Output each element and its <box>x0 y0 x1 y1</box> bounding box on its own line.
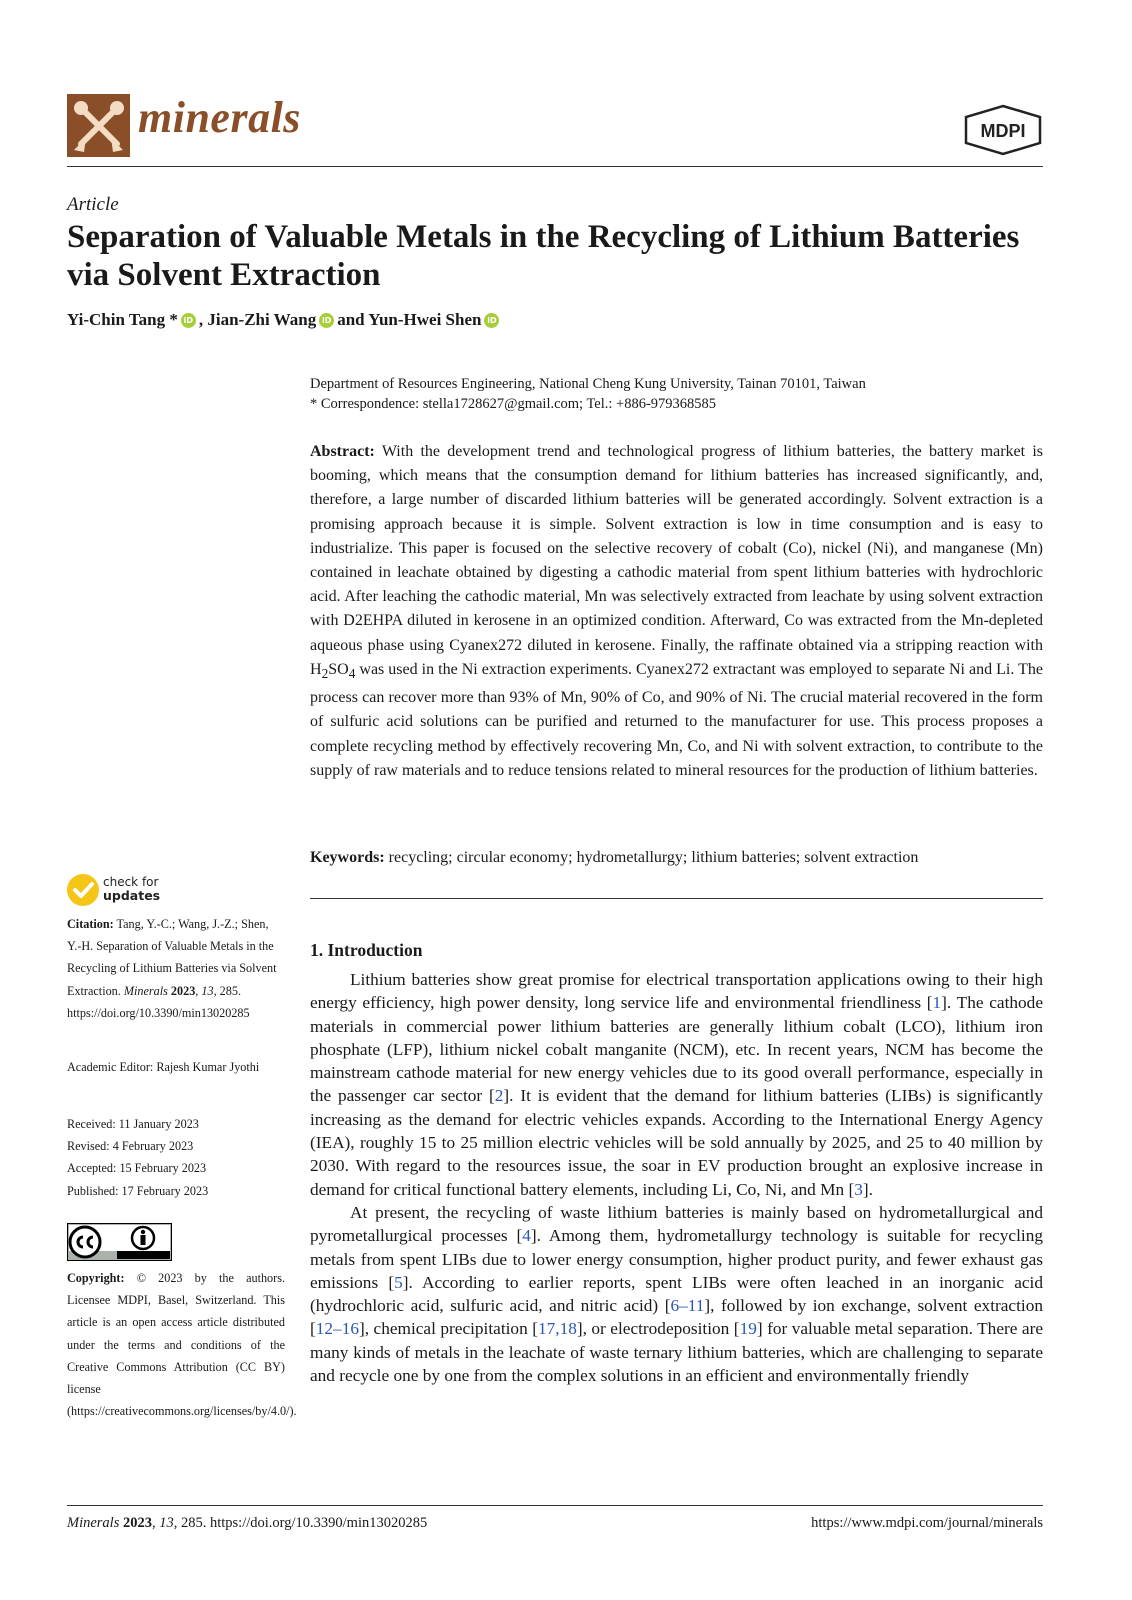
reference-link[interactable]: 17,18 <box>537 1319 577 1339</box>
orcid-icon[interactable]: iD <box>319 313 334 328</box>
author-3[interactable]: and Yun-Hwei Shen <box>337 310 482 329</box>
citation-block <box>67 913 285 1024</box>
check-icon <box>67 874 99 906</box>
journal-logo-icon <box>67 94 130 157</box>
reference-link[interactable]: 6–11 <box>670 1296 705 1316</box>
copyright-block <box>67 1267 297 1422</box>
footer-volume: 13 <box>159 1515 174 1531</box>
paragraph <box>310 968 1043 1201</box>
text: ], chemical precipitation [ <box>358 1319 538 1339</box>
citation-label: Citation: <box>67 917 114 931</box>
author-1[interactable]: Yi-Chin Tang * <box>67 310 178 329</box>
text: ]. The cathode materials in commercial power lithium batteries are generally lithium cobalt (LCO), lithium iron phosphate (LFP), lithium nickel cobalt manganite (NCM), etc. In recent years, NCM has become the mainstream cathode material for new energy vehicles due to its good overall performance, especially in the passenger car sector [ <box>310 993 1043 1106</box>
author-2[interactable]: , Jian-Zhi Wang <box>198 310 317 329</box>
abstract-subscript: 2 <box>321 666 329 682</box>
text: ]. It is evident that the demand for lithium batteries (LIBs) is significantly increasing as the demand for electric vehicles expands. According to the International Energy Agency (IEA), roughly 15 to 25 million electric vehicles will be sold annually by 2025, and 25 to 40 million by 2030. With regard to the resources issue, the soar in EV production brought an explosive increase in demand for critical functional battery elements, including Li, Co, Ni, and Mn [ <box>310 1086 1043 1199</box>
mdpi-logo-text: MDPI <box>980 121 1026 141</box>
check-for-updates-button[interactable] <box>67 872 257 908</box>
text: Lithium batteries show great promise for electrical transportation applications owing to their high energy efficiency, high power density, long service life and environmental friendliness [ <box>310 970 1043 1013</box>
reference-link[interactable]: 3 <box>854 1179 863 1199</box>
abstract-text: SO <box>328 660 349 678</box>
reference-link[interactable]: 19 <box>739 1319 757 1339</box>
text: ]. Among them, hydrometallurgy technology is suitable for recycling metals from spent LIBs due to lower energy consumption, higher product purity, and fewer exhaust gas emissions [ <box>310 1226 1043 1292</box>
citation-text: , <box>195 983 202 998</box>
reference-link[interactable]: 5 <box>394 1272 403 1292</box>
abstract-text: was used in the Ni extraction experiments. Cyanex272 extractant was employed to separate Ni and Li. The process can recover more than 93% of Mn, 90% of Co, and 90% of Ni. The crucial material recovered in the form of sulfuric acid solutions can be purified and returned to the manufacturer for use. This process proposes a complete recycling method by effectively recovering Mn, Co, and Ni with solvent extraction, to contribute to the supply of raw materials and to reduce tensions related to mineral resources for the production of lithium batteries. <box>310 660 1043 779</box>
copyright-label: Copyright: <box>67 1271 125 1285</box>
affiliation-department: Department of Resources Engineering, National Cheng Kung University, Tainan 70101, Taiwan <box>310 376 866 392</box>
cc-by-license-icon[interactable] <box>67 1223 172 1261</box>
abstract-text: With the development trend and technological progress of lithium batteries, the battery market is booming, which means that the consumption demand for lithium batteries has increased significantly, and, therefore, a large number of discarded lithium batteries will be generated accordingly. Solvent extraction is a promising approach because it is simple. Solvent extraction is low in time consumption and is easy to industrialize. This paper is focused on the selective recovery of cobalt (Co), nickel (Ni), and manganese (Mn) contained in leachate obtained by digesting a cathodic material from spent lithium batteries with hydrochloric acid. After leaching the cathodic material, Mn was selectively extracted from leachate by using solvent extraction with D2EHPA diluted in kerosene in an optimized condition. Afterward, Co was extracted from the Mn-depleted aqueous phase using Cyanex272 diluted in kerosene. Finally, the raffinate obtained via a stripping reaction with H <box>310 443 1043 678</box>
abstract-label: Abstract: <box>310 443 375 460</box>
citation-volume: 13 <box>201 983 214 998</box>
paragraph <box>310 1201 1043 1387</box>
dates-block <box>67 1113 285 1202</box>
date-accepted: Accepted: 15 February 2023 <box>67 1161 207 1176</box>
text: ]. <box>862 1179 873 1199</box>
check-line-2: updates <box>103 888 161 903</box>
header-divider <box>67 166 1043 167</box>
footer-divider <box>67 1505 1043 1506</box>
footer-doi[interactable]: , 285. https://doi.org/10.3390/min13020285 <box>173 1515 428 1531</box>
date-published: Published: 17 February 2023 <box>67 1183 209 1198</box>
footer-journal: Minerals <box>67 1515 120 1531</box>
article-title: Separation of Valuable Metals in the Recycling of Lithium Batteries via Solvent Extraction <box>67 219 1020 293</box>
reference-link[interactable]: 2 <box>494 1086 504 1106</box>
academic-editor: Academic Editor: Rajesh Kumar Jyothi <box>67 1060 260 1074</box>
citation-doi[interactable]: , 285. https://doi.org/10.3390/min13020285 <box>67 983 250 1020</box>
keywords-divider <box>310 898 1043 899</box>
footer-text: , <box>151 1515 160 1531</box>
text: ]. According to earlier reports, spent LIBs were often leached in an inorganic acid (hydrochloric acid, sulfuric acid, and nitric acid) [ <box>310 1272 1043 1316</box>
date-revised: Revised: 4 February 2023 <box>67 1139 194 1154</box>
mdpi-logo-icon[interactable] <box>962 104 1044 156</box>
abstract-subscript: 4 <box>348 666 356 682</box>
orcid-icon[interactable]: iD <box>181 313 196 328</box>
keywords <box>310 849 1043 867</box>
correspondence: * Correspondence: stella1728627@gmail.com; Tel.: +886-979368585 <box>310 396 717 412</box>
reference-link[interactable]: 1 <box>932 993 942 1013</box>
article-type: Article <box>67 194 119 215</box>
text: ], followed by ion exchange, solvent extraction [ <box>310 1296 1043 1339</box>
citation-text: Tang, Y.-C.; Wang, J.-Z.; Shen, Y.-H. Separation of Valuable Metals in the Recycling of Lithium Batteries via Solvent Extraction. <box>67 917 277 998</box>
introduction-body <box>310 968 1043 1387</box>
date-received: Received: 11 January 2023 <box>67 1117 199 1131</box>
author-list <box>67 310 502 330</box>
keywords-label: Keywords: <box>310 849 385 866</box>
footer-citation <box>67 1515 427 1532</box>
keywords-text: recycling; circular economy; hydrometallurgy; lithium batteries; solvent extraction <box>384 849 919 866</box>
footer-journal-url[interactable]: https://www.mdpi.com/journal/minerals <box>811 1515 1043 1531</box>
orcid-icon[interactable]: iD <box>484 313 499 328</box>
abstract <box>310 440 1043 783</box>
text: ], or electrodeposition [ <box>576 1319 740 1339</box>
check-line-1: check for <box>103 875 159 889</box>
copyright-text: © 2023 by the authors. Licensee MDPI, Basel, Switzerland. This article is an open access article distributed under the terms and conditions of the Creative Commons Attribution (CC BY) license (https://creativecommons.org/licenses/by/4.0/). <box>67 1271 297 1419</box>
citation-journal: Minerals <box>123 983 168 998</box>
journal-name: minerals <box>138 93 301 142</box>
reference-link[interactable]: 12–16 <box>315 1319 359 1339</box>
section-heading: 1. Introduction <box>310 940 423 960</box>
reference-link[interactable]: 4 <box>522 1226 531 1246</box>
text: At present, the recycling of waste lithium batteries is mainly based on hydrometallurgical and pyrometallurgical processes [ <box>310 1202 1043 1246</box>
footer-year: 2023 <box>119 1515 152 1531</box>
citation-year: 2023 <box>167 983 196 998</box>
affiliation-block <box>310 374 866 414</box>
text: ] for valuable metal separation. There are many kinds of metals in the leachate of waste ternary lithium batteries, which are challenging to separate and recycle one by one from the complex solutions in an efficient and environmentally friendly <box>310 1319 1043 1386</box>
check-for-updates-label <box>103 875 160 903</box>
